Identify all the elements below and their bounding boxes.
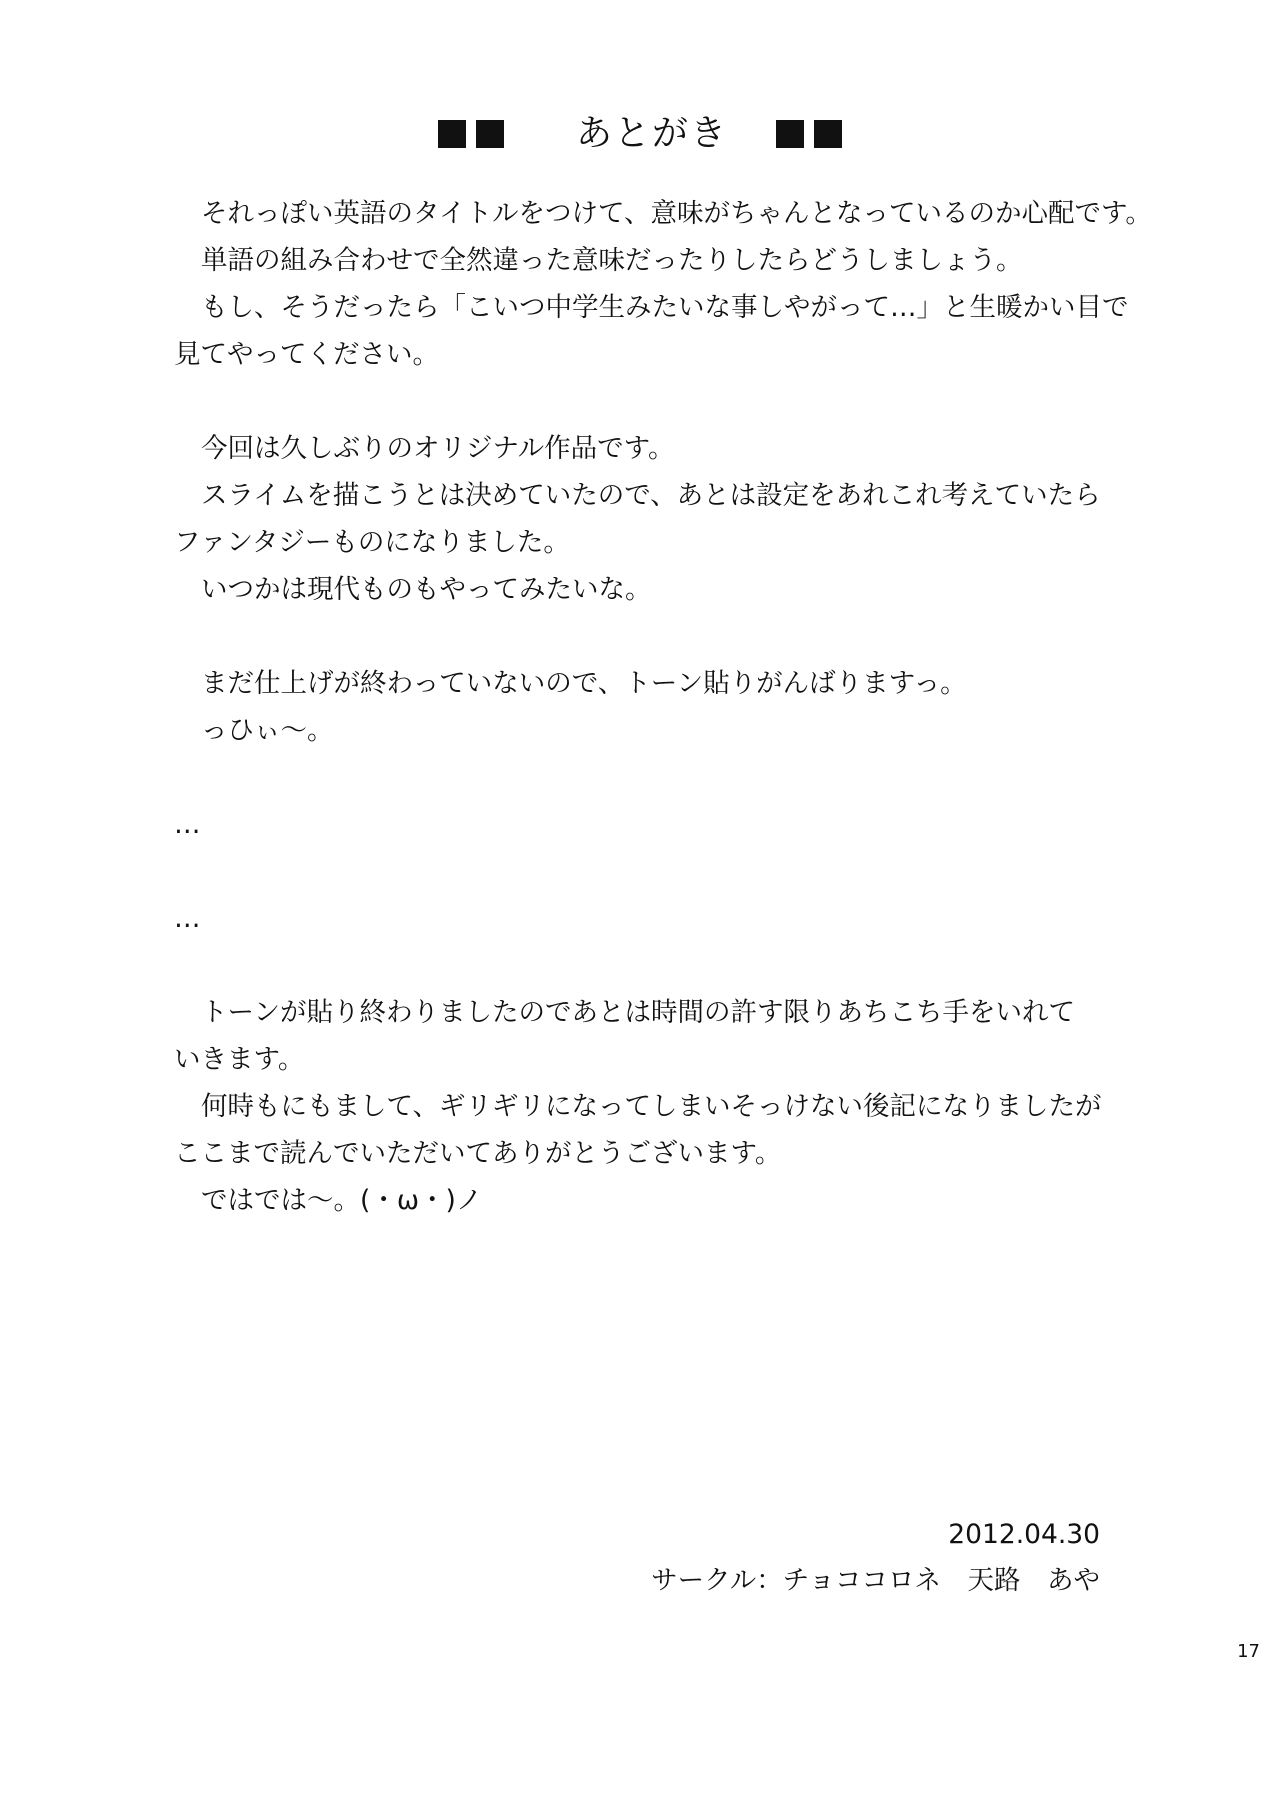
afterword-body: [174, 190, 1152, 1224]
body-line: 単語の組み合わせで全然違った意味だったりしたらどうしましょう。: [201, 245, 1023, 276]
body-line: もし、そうだったら「こいつ中学生みたいな事しやがって…」と生暖かい目で: [201, 292, 1129, 323]
ellipsis-line: …: [174, 903, 201, 934]
date: 2012.04.30: [948, 1519, 1100, 1550]
body-line: スライムを描こうとは決めていたので、あとは設定をあれこれ考えていたら: [201, 480, 1101, 511]
square-ornament: [776, 120, 804, 148]
body-line: いきます。: [174, 1044, 305, 1075]
body-line: 今回は久しぶりのオリジナル作品です。: [201, 433, 675, 464]
body-line: 見てやってください。: [174, 339, 439, 370]
paragraph-gap: [174, 378, 1104, 425]
body-line: ここまで読んでいただいてありがとうございます。: [174, 1138, 782, 1169]
paragraph-gap: [174, 754, 1104, 801]
body-line: っひぃ～。: [201, 715, 334, 746]
paragraph-gap: [174, 613, 1104, 660]
circle-credit: サークル：チョココロネ 天路 あや: [651, 1565, 1100, 1596]
body-line: ファンタジーものになりました。: [174, 527, 570, 558]
square-ornament: [476, 120, 504, 148]
ellipsis-line: …: [174, 809, 201, 840]
body-line: トーンが貼り終わりましたのであとは時間の許す限りあちこち手をいれて: [201, 997, 1075, 1028]
afterword-title: [0, 104, 1280, 164]
paragraph-gap: [174, 848, 1104, 895]
square-ornament: [438, 120, 466, 148]
body-line: それっぽい英語のタイトルをつけて、意味がちゃんとなっているのか心配です。: [201, 198, 1152, 229]
body-line: ではでは～。(・ω・)ノ: [201, 1185, 483, 1216]
signature-block: [651, 1512, 1100, 1604]
title-left-squares: [438, 120, 504, 148]
page-title: あとがき: [575, 113, 728, 154]
body-line: まだ仕上げが終わっていないので、トーン貼りがんばりますっ。: [201, 668, 967, 699]
paragraph-gap: [174, 942, 1104, 989]
page-number: 17: [1237, 1641, 1260, 1662]
body-line: いつかは現代ものもやってみたいな。: [201, 574, 652, 605]
body-line: 何時もにもまして、ギリギリになってしまいそっけない後記になりましたが: [201, 1091, 1102, 1122]
square-ornament: [814, 120, 842, 148]
title-right-squares: [776, 120, 842, 148]
